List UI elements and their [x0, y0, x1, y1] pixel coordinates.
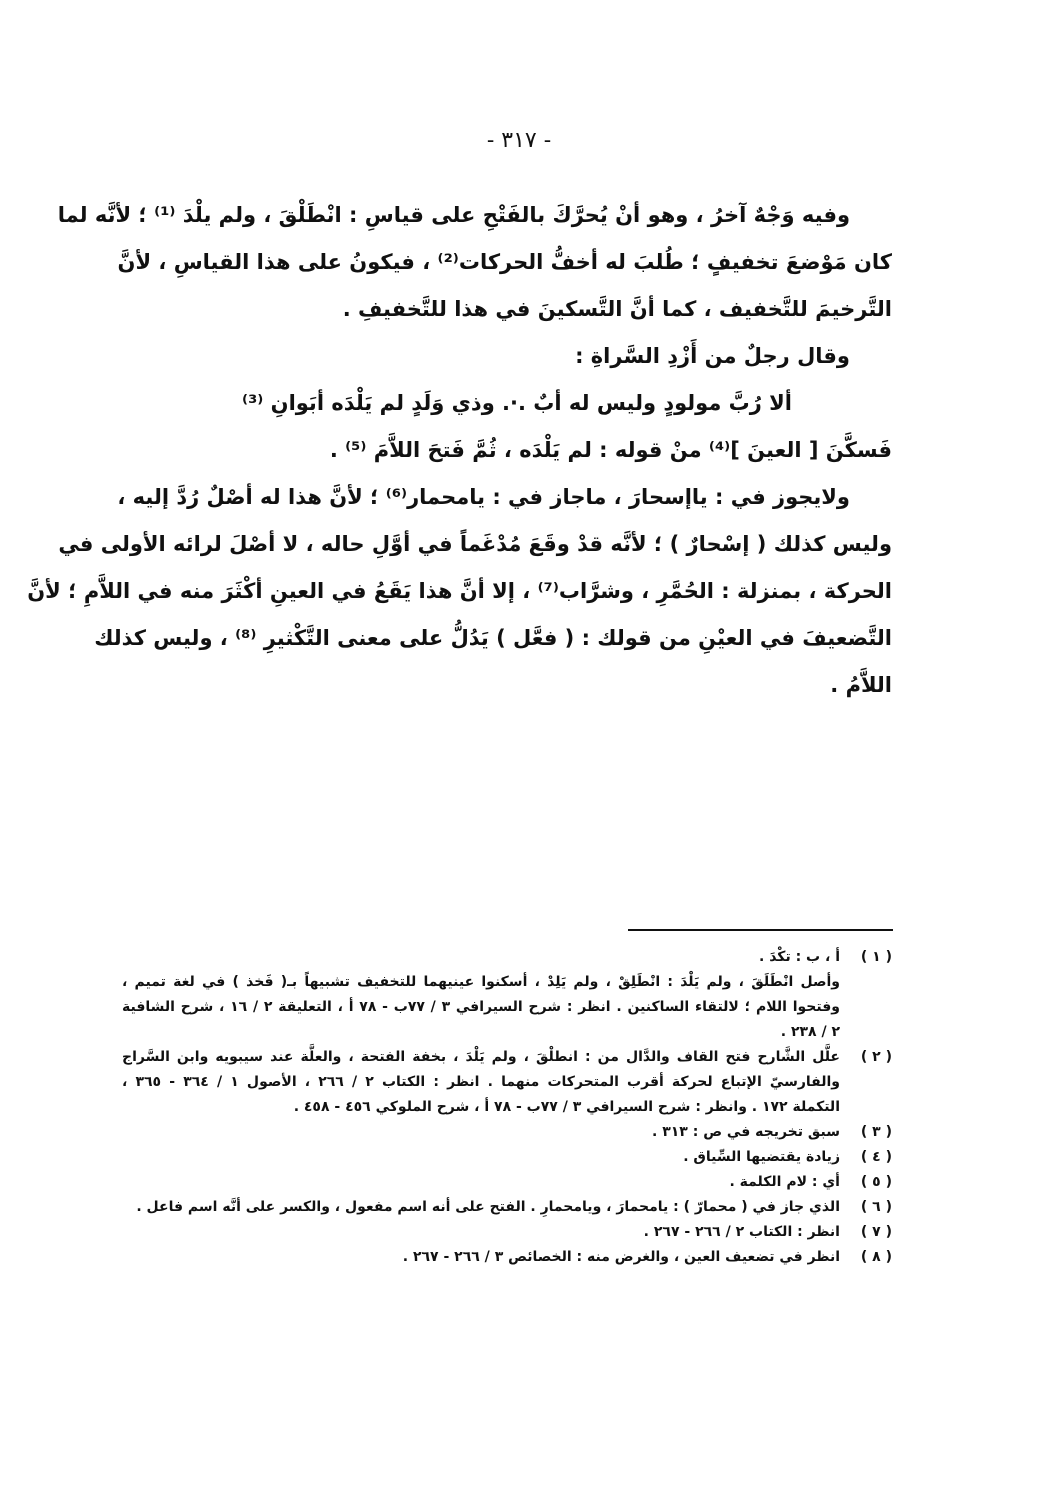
footnote-line	[122, 1170, 892, 1195]
footnote-text: التكملة ١٧٢ . وانظر : شرح السيرافي ٣ / ٧٧ب - ٧٨ أ ، شرح الملوكي ٤٥٦ - ٤٥٨ .	[293, 1099, 840, 1115]
footnote-text: ٢ / ٢٣٨ .	[780, 1024, 840, 1040]
footnote-text: انظر في تضعيف العين ، والغرض منه : الخصائص ٣ / ٢٦٦ - ٢٦٧ .	[402, 1249, 840, 1265]
footnote-text: وأصل انْطَلَقَ ، ولم يَلْدَ : انْطَلِقْ ، ولم يَلِدْ ، أسكنوا عينيهما للتخفيف تشبيهاً بـ( فَخذ ) في لغة تميم ،	[122, 974, 840, 990]
footnotes	[122, 945, 892, 1270]
footnote-line	[122, 970, 892, 995]
footnote-text: علَّل الشَّارح فتح القاف والدَّال من : انطلْقَ ، ولم يَلْدَ ، بخفة الفتحة ، والعلَّة عند سيبويه وابن السَّراج	[122, 1049, 840, 1065]
footnote-text: أ ، ب : تكْدَ .	[759, 949, 840, 965]
body-line: وفيه وَجْهٌ آخرُ ، وهو أنْ يُحرَّكَ بالفَتْحِ على قياسِ : انْطَلْقَ ، ولم يلْدَ ⁽¹⁾ ؛ لأنَّه لما	[57, 203, 850, 227]
poetry-verse: ألا رُبَّ مولودٍ وليس له أبٌ .·. وذي وَلَدٍ لم يَلْدَه أبَوانِ ⁽³⁾	[242, 391, 792, 415]
footnote-text: انظر : الكتاب ٢ / ٢٦٦ - ٢٦٧ .	[643, 1224, 840, 1240]
footnote-number: ( ٣ )	[860, 1124, 892, 1140]
page-number: - ٣١٧ -	[486, 128, 552, 153]
footnote-line	[122, 945, 892, 970]
footnote-number: ( ٨ )	[860, 1249, 892, 1265]
body-line: فَسكَّنَ [ العينَ ]⁽⁴⁾ منْ قوله : لم يَلْدَه ، ثُمَّ فَتحَ اللاَّمَ ⁽⁵⁾ .	[329, 438, 892, 462]
footnote-line	[122, 1220, 892, 1245]
body-line: الحركة ، بمنزلة : الحُمَّرِ ، وشرَّاب⁽⁷⁾ ، إلا أنَّ هذا يَقَعُ في العينِ أكْثَرَ منه في اللاَّمِ ؛ لأنَّ	[27, 579, 892, 603]
footnote-line	[122, 1020, 892, 1045]
footnote-number: ( ٦ )	[860, 1199, 892, 1215]
footnote-number: ( ٢ )	[860, 1049, 892, 1065]
body-line: كان مَوْضعَ تخفيفٍ ؛ طُلبَ له أخفُّ الحركات⁽²⁾ ، فيكونُ على هذا القياسِ ، لأنَّ	[117, 250, 892, 274]
footnote-line	[122, 1095, 892, 1120]
footnote-separator	[628, 929, 893, 931]
footnote-text: والفارسيّ الإتباع لحركة أقرب المتحركات منهما . انظر : الكتاب ٢ / ٢٦٦ ، الأصول ١ / ٣٦٤ - ٣٦٥ ،	[122, 1074, 840, 1090]
body-line: وليس كذلك ( إسْحارٌ ) ؛ لأنَّه قدْ وقَعَ مُدْغَماً في أوَّلِ حاله ، لا أصْلَ لرائه الأولى في	[58, 532, 892, 556]
footnote-text: الذي جاز في ( محمارّ ) : يامحمارَ ، ويامحمارِ . الفتح على أنه اسم مفعول ، والكسر على أنَّه اسم فاعل .	[136, 1199, 840, 1215]
body-line: التَّضعيفَ في العيْنِ من قولك : ( فعَّل ) يَدُلُّ على معنى التَّكْثيرِ ⁽⁸⁾ ، وليس كذلك	[94, 626, 892, 650]
body-line: ولايجوز في : ياإسحارَ ، ماجاز في : يامحمار⁽⁶⁾ ؛ لأنَّ هذا له أصْلٌ رُدَّ إليه ،	[117, 485, 850, 509]
footnote-text: زيادة يقتضيها السِّياق .	[683, 1149, 840, 1165]
footnote-number: ( ٧ )	[860, 1224, 892, 1240]
footnote-text: وفتحوا اللام ؛ لالتقاء الساكنين . انظر : شرح السيرافي ٣ / ٧٧ب - ٧٨ أ ، التعليقة ٢ / ١٦ ، شرح الشافية	[122, 999, 840, 1015]
body-line: التَّرخيمَ للتَّخفيف ، كما أنَّ التَّسكينَ في هذا للتَّخفيفِ .	[342, 297, 892, 321]
footnote-line	[122, 995, 892, 1020]
footnote-line	[122, 1245, 892, 1270]
footnote-line	[122, 1145, 892, 1170]
footnote-line	[122, 1195, 892, 1220]
footnote-line	[122, 1120, 892, 1145]
body-line: وقال رجلٌ من أَزْدِ السَّراةِ :	[575, 344, 850, 368]
main-text	[27, 192, 892, 709]
footnote-text: سبق تخريجه في ص : ٣١٣ .	[652, 1124, 840, 1140]
footnote-text: أي : لام الكلمة .	[729, 1174, 840, 1190]
footnote-number: ( ١ )	[860, 949, 892, 965]
footnote-line	[122, 1045, 892, 1070]
footnote-number: ( ٥ )	[860, 1174, 892, 1190]
footnote-number: ( ٤ )	[860, 1149, 892, 1165]
body-line: اللاَّمُ .	[830, 673, 892, 697]
footnote-line	[122, 1070, 892, 1095]
